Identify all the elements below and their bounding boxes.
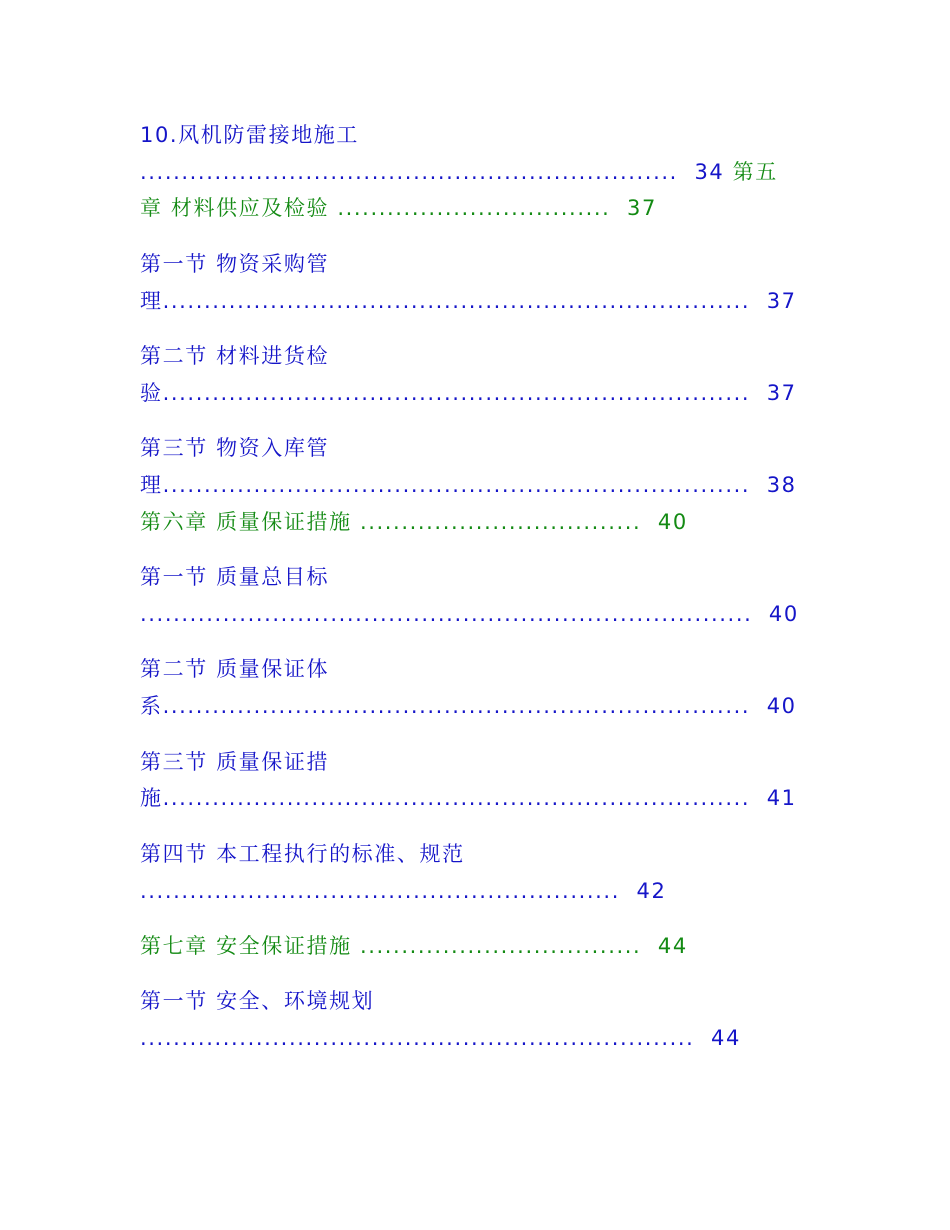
toc-section-warehousing-page[interactable]: 理....................................................................... 38 — [140, 473, 797, 497]
toc-section-purchasing[interactable]: 第一节 物资采购管 — [140, 252, 330, 276]
toc-entry-line — [140, 158, 778, 186]
toc-section-warehousing[interactable]: 第三节 物资入库管 — [140, 436, 330, 460]
toc-section-quality-measures[interactable]: 第三节 质量保证措 — [140, 750, 330, 774]
toc-entry-wind-turbine-grounding[interactable]: 10.风机防雷接地施工 — [140, 123, 359, 147]
toc-section-quality-system-page[interactable]: 系....................................................................... 40 — [140, 694, 797, 718]
toc-section-standards-page[interactable]: .......................................................... 42 — [140, 879, 667, 903]
toc-section-incoming-inspection-page[interactable]: 验....................................................................... 37 — [140, 381, 797, 405]
toc-section-safety-planning-page[interactable]: ................................................................... 44 — [140, 1026, 741, 1050]
toc-chapter-7[interactable]: 第七章 安全保证措施 .................................. 44 — [140, 934, 688, 958]
toc-chapter-6[interactable]: 第六章 质量保证措施 .................................. 40 — [140, 510, 688, 534]
toc-chapter-5-start[interactable]: 第五 — [732, 160, 778, 184]
toc-section-standards[interactable]: 第四节 本工程执行的标准、规范 — [140, 842, 465, 866]
toc-section-quality-goal-page[interactable]: .......................................................................... 40 — [140, 602, 799, 626]
toc-section-quality-goal[interactable]: 第一节 质量总目标 — [140, 565, 330, 589]
toc-dots-page-34[interactable]: ................................................................. 34 — [140, 160, 725, 184]
toc-chapter-5[interactable]: 章 材料供应及检验 ................................. 37 — [140, 196, 657, 220]
toc-section-quality-measures-page[interactable]: 施....................................................................... 41 — [140, 786, 797, 810]
toc-section-incoming-inspection[interactable]: 第二节 材料进货检 — [140, 344, 330, 368]
toc-section-quality-system[interactable]: 第二节 质量保证体 — [140, 657, 330, 681]
toc-section-safety-planning[interactable]: 第一节 安全、环境规划 — [140, 989, 375, 1013]
toc-section-purchasing-page[interactable]: 理....................................................................... 37 — [140, 289, 797, 313]
